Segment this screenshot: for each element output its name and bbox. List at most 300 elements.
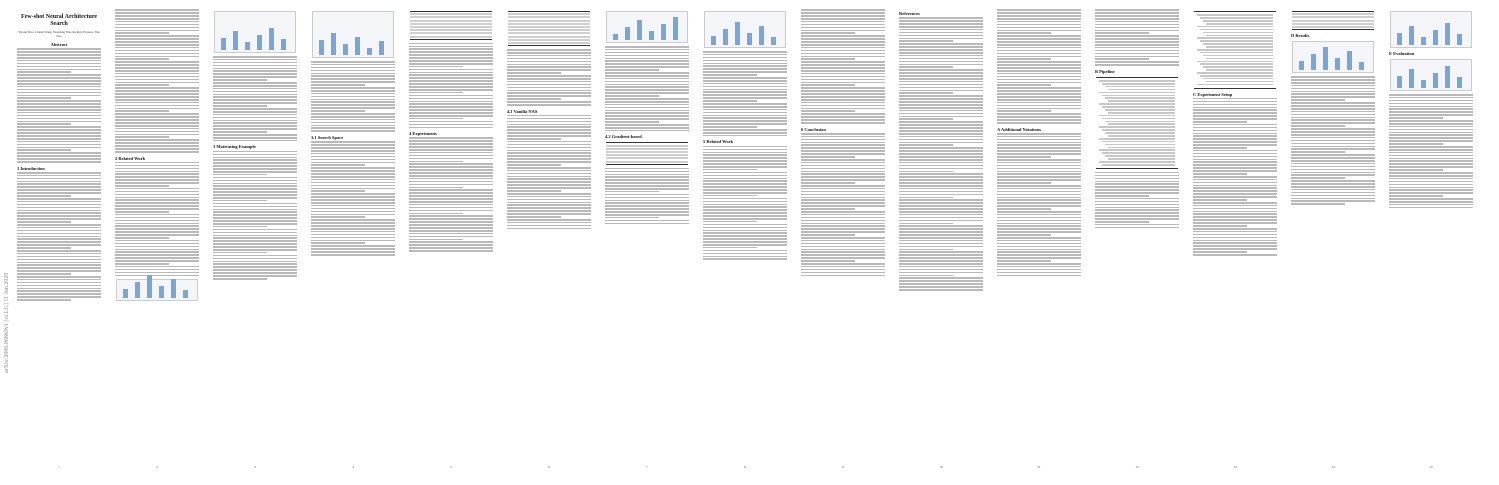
text-line xyxy=(801,50,885,52)
text-line xyxy=(1389,129,1473,131)
text-line xyxy=(997,147,1081,149)
figure-mark xyxy=(171,279,176,298)
text-line xyxy=(605,84,689,86)
text-line xyxy=(115,191,199,193)
text-line xyxy=(115,139,199,141)
text-line xyxy=(605,205,689,207)
text-line xyxy=(899,159,983,161)
text-line xyxy=(17,270,101,272)
text-line xyxy=(801,64,885,66)
text-line xyxy=(1193,147,1247,149)
text-line xyxy=(703,115,787,117)
text-line xyxy=(899,283,983,285)
text-line xyxy=(703,189,787,191)
text-line xyxy=(605,214,689,216)
text-line xyxy=(801,272,885,274)
text-line xyxy=(899,136,983,138)
text-line xyxy=(409,57,493,59)
text-line xyxy=(311,141,395,143)
text-line xyxy=(801,269,885,271)
text-line xyxy=(115,50,199,52)
figure-mark xyxy=(343,44,348,55)
text-line xyxy=(997,58,1051,60)
text-line xyxy=(17,97,71,99)
figure-mark xyxy=(221,38,226,50)
text-line xyxy=(703,258,787,260)
figure xyxy=(312,11,394,58)
text-line xyxy=(997,113,1081,115)
text-line xyxy=(899,98,983,100)
text-line xyxy=(1193,150,1277,152)
figure xyxy=(116,279,198,301)
text-line xyxy=(801,231,885,233)
text-line xyxy=(899,69,983,71)
text-line xyxy=(703,221,757,223)
text-line xyxy=(801,249,885,251)
text-line xyxy=(213,137,297,139)
text-line xyxy=(899,58,983,60)
text-line xyxy=(997,159,1081,161)
text-line xyxy=(115,237,169,239)
text-line xyxy=(17,112,101,114)
figure-mark xyxy=(735,22,740,45)
text-line xyxy=(801,35,885,37)
text-line xyxy=(115,205,199,207)
algorithm-line xyxy=(1102,118,1175,120)
text-line xyxy=(409,241,493,243)
text-line xyxy=(801,188,885,190)
text-line xyxy=(1193,228,1277,230)
text-line xyxy=(507,225,591,227)
text-line xyxy=(801,102,885,104)
text-line xyxy=(115,145,199,147)
text-line xyxy=(17,172,101,174)
text-line xyxy=(17,279,101,281)
text-line xyxy=(605,63,689,65)
text-line xyxy=(17,288,101,290)
text-line xyxy=(997,70,1081,72)
text-line xyxy=(311,147,395,149)
table-row xyxy=(410,20,492,22)
text-line xyxy=(605,55,689,57)
figure-mark xyxy=(625,27,630,40)
text-line xyxy=(409,103,493,105)
figure-mark xyxy=(1409,26,1414,45)
text-line xyxy=(507,81,591,83)
text-line xyxy=(409,101,493,103)
text-line xyxy=(213,165,297,167)
text-line xyxy=(703,253,787,255)
figure-mark xyxy=(1335,58,1340,70)
text-line xyxy=(899,257,983,259)
text-line xyxy=(997,15,1081,17)
figure-mark xyxy=(1299,61,1304,70)
document-page xyxy=(896,8,986,473)
text-line xyxy=(605,98,689,100)
text-line xyxy=(409,152,493,154)
text-line xyxy=(311,150,395,152)
text-line xyxy=(507,144,591,146)
text-line xyxy=(507,124,591,126)
text-line xyxy=(801,133,885,135)
text-line xyxy=(507,164,561,166)
text-line xyxy=(1291,125,1345,127)
text-line xyxy=(409,166,493,168)
figure-mark xyxy=(747,33,752,45)
text-line xyxy=(801,199,885,201)
text-line xyxy=(1389,152,1473,154)
text-line xyxy=(115,202,199,204)
text-line xyxy=(1291,122,1375,124)
text-line xyxy=(507,55,591,57)
text-line xyxy=(1193,179,1277,181)
text-line xyxy=(997,18,1081,20)
text-line xyxy=(899,17,983,19)
text-line xyxy=(17,129,101,131)
text-line xyxy=(311,75,395,77)
text-line xyxy=(605,58,689,60)
text-line xyxy=(311,179,395,181)
text-line xyxy=(899,179,983,181)
text-line xyxy=(1291,111,1375,113)
text-line xyxy=(605,78,689,80)
table-row xyxy=(508,29,590,31)
text-line xyxy=(1193,118,1277,120)
text-line xyxy=(1095,189,1179,191)
text-line xyxy=(213,235,297,237)
figure-mark xyxy=(135,282,140,298)
text-line xyxy=(899,118,953,120)
text-line xyxy=(213,246,297,248)
text-line xyxy=(1095,38,1179,40)
page-number: 1 xyxy=(58,465,60,469)
text-line xyxy=(507,150,591,152)
text-line xyxy=(507,178,591,180)
text-line xyxy=(1291,151,1345,153)
text-line xyxy=(997,191,1081,193)
text-line xyxy=(311,119,395,121)
text-line xyxy=(311,173,395,175)
text-line xyxy=(115,125,199,127)
algorithm-line xyxy=(1102,129,1175,131)
section-heading: 1 Introduction xyxy=(17,165,45,171)
text-line xyxy=(997,249,1081,251)
text-line xyxy=(17,204,101,206)
algorithm-line xyxy=(1099,92,1175,94)
text-line xyxy=(507,204,591,206)
text-line xyxy=(899,176,983,178)
text-line xyxy=(507,104,591,106)
text-line xyxy=(409,172,493,174)
text-line xyxy=(115,24,199,26)
text-line xyxy=(311,185,395,187)
text-line xyxy=(409,233,493,235)
text-line xyxy=(1193,101,1277,103)
text-line xyxy=(801,122,885,124)
text-line xyxy=(409,201,493,203)
text-line xyxy=(115,53,199,55)
table-row xyxy=(508,36,590,38)
text-line xyxy=(605,86,689,88)
text-line xyxy=(507,135,591,137)
text-line xyxy=(997,179,1081,181)
text-line xyxy=(801,56,885,58)
text-line xyxy=(997,237,1081,239)
text-line xyxy=(899,231,983,233)
text-line xyxy=(899,133,983,135)
text-line xyxy=(17,264,101,266)
algorithm-line xyxy=(1102,106,1175,108)
table-row xyxy=(606,148,688,150)
text-line xyxy=(17,178,101,180)
text-line xyxy=(997,38,1081,40)
text-line xyxy=(213,68,297,70)
text-line xyxy=(213,185,297,187)
text-line xyxy=(703,256,787,258)
text-line xyxy=(1291,91,1375,93)
text-line xyxy=(311,144,395,146)
text-line xyxy=(17,195,71,197)
text-line xyxy=(213,168,297,170)
text-line xyxy=(605,168,689,170)
figure-mark xyxy=(723,29,728,45)
text-line xyxy=(899,185,983,187)
text-line xyxy=(899,225,983,227)
text-line xyxy=(1389,178,1473,180)
text-line xyxy=(409,109,493,111)
text-line xyxy=(1291,154,1375,156)
text-line xyxy=(703,166,787,168)
text-line xyxy=(213,211,297,213)
text-line xyxy=(899,246,983,248)
text-line xyxy=(115,73,199,75)
text-line xyxy=(899,269,983,271)
text-line xyxy=(115,76,199,78)
text-line xyxy=(409,187,463,189)
text-line xyxy=(997,234,1051,236)
text-line xyxy=(899,113,983,115)
text-line xyxy=(115,67,199,69)
text-line xyxy=(1193,216,1277,218)
text-line xyxy=(1095,195,1149,197)
text-line xyxy=(409,236,493,238)
text-line xyxy=(311,188,395,190)
section-heading: E Evaluation xyxy=(1389,51,1415,56)
page-number: 10 xyxy=(939,465,943,469)
text-line xyxy=(703,146,787,148)
text-line xyxy=(17,183,101,185)
text-line xyxy=(1291,174,1375,176)
text-line xyxy=(997,202,1081,204)
figure-mark xyxy=(1397,33,1402,45)
text-line xyxy=(17,149,71,151)
text-line xyxy=(115,15,199,17)
text-line xyxy=(115,64,199,66)
text-line xyxy=(899,26,983,28)
text-line xyxy=(1095,212,1179,214)
text-line xyxy=(997,133,1081,135)
text-line xyxy=(17,256,101,258)
text-line xyxy=(213,56,297,58)
text-line xyxy=(1291,85,1375,87)
text-line xyxy=(997,188,1081,190)
figure xyxy=(606,11,688,43)
figure-mark xyxy=(1457,34,1462,45)
text-line xyxy=(1095,35,1179,37)
text-line xyxy=(115,18,199,20)
text-line xyxy=(801,208,855,210)
figure-mark xyxy=(1409,69,1414,88)
figure-mark xyxy=(159,286,164,298)
text-line xyxy=(801,73,885,75)
text-line xyxy=(899,223,953,225)
text-line xyxy=(311,64,395,66)
text-line xyxy=(997,228,1081,230)
text-line xyxy=(311,211,395,213)
text-line xyxy=(115,12,199,14)
text-line xyxy=(17,86,101,88)
text-line xyxy=(1193,164,1277,166)
text-line xyxy=(1095,181,1179,183)
text-line xyxy=(899,217,983,219)
algorithm-line xyxy=(1105,109,1175,111)
text-line xyxy=(115,243,199,245)
text-line xyxy=(507,207,591,209)
text-line xyxy=(213,229,297,231)
text-line xyxy=(899,127,983,129)
text-line xyxy=(17,60,101,62)
text-line xyxy=(507,75,591,77)
text-line xyxy=(899,92,953,94)
text-line xyxy=(1291,108,1375,110)
text-line xyxy=(899,81,983,83)
table-row xyxy=(508,23,590,25)
text-line xyxy=(899,156,983,158)
text-line xyxy=(311,93,395,95)
figure-mark xyxy=(1445,23,1450,45)
text-line xyxy=(703,218,787,220)
text-line xyxy=(801,217,885,219)
text-line xyxy=(801,220,885,222)
text-line xyxy=(409,118,463,120)
text-line xyxy=(997,185,1081,187)
text-line xyxy=(1193,193,1277,195)
text-line xyxy=(997,87,1081,89)
figure xyxy=(1390,59,1472,91)
algorithm-line xyxy=(1197,26,1273,28)
text-line xyxy=(409,127,493,129)
text-line xyxy=(1095,47,1179,49)
text-line xyxy=(311,113,395,115)
text-line xyxy=(409,163,493,165)
text-line xyxy=(801,266,885,268)
text-line xyxy=(115,228,199,230)
text-line xyxy=(311,127,395,129)
text-line xyxy=(997,96,1081,98)
text-line xyxy=(507,138,561,140)
text-line xyxy=(1291,166,1375,168)
text-line xyxy=(115,185,169,187)
text-line xyxy=(311,61,395,63)
text-line xyxy=(605,49,689,51)
table-row xyxy=(508,42,590,44)
figure-mark xyxy=(233,31,238,50)
text-line xyxy=(311,162,395,164)
text-line xyxy=(409,74,493,76)
text-line xyxy=(17,189,101,191)
text-line xyxy=(507,132,591,134)
figure-mark xyxy=(245,42,250,50)
text-line xyxy=(1193,225,1247,227)
text-line xyxy=(17,135,101,137)
text-line xyxy=(703,195,757,197)
text-line xyxy=(17,238,101,240)
text-line xyxy=(801,237,885,239)
text-line xyxy=(1193,133,1277,135)
text-line xyxy=(17,221,71,223)
text-line xyxy=(997,260,1051,262)
text-line xyxy=(213,59,297,61)
text-line xyxy=(801,173,885,175)
text-line xyxy=(997,272,1081,274)
text-line xyxy=(605,200,689,202)
text-line xyxy=(605,171,689,173)
text-line xyxy=(899,75,983,77)
text-line xyxy=(899,147,983,149)
text-line xyxy=(17,267,101,269)
text-line xyxy=(899,95,983,97)
text-line xyxy=(1193,135,1277,137)
text-line xyxy=(801,41,885,43)
text-line xyxy=(1095,41,1179,43)
text-line xyxy=(213,114,297,116)
algorithm-line xyxy=(1206,81,1273,83)
figure-mark xyxy=(1433,30,1438,45)
text-line xyxy=(899,35,983,37)
text-line xyxy=(703,186,787,188)
text-line xyxy=(115,197,199,199)
algorithm-line xyxy=(1105,121,1175,123)
text-line xyxy=(899,237,983,239)
text-line xyxy=(703,129,787,131)
text-line xyxy=(801,243,885,245)
text-line xyxy=(507,216,561,218)
text-line xyxy=(311,167,395,169)
text-line xyxy=(1291,117,1375,119)
text-line xyxy=(997,173,1081,175)
text-line xyxy=(409,189,493,191)
text-line xyxy=(801,214,885,216)
text-line xyxy=(801,18,885,20)
text-line xyxy=(1193,240,1277,242)
text-line xyxy=(17,244,101,246)
text-line xyxy=(311,110,365,112)
text-line xyxy=(115,182,199,184)
text-line xyxy=(703,204,787,206)
text-line xyxy=(1291,140,1375,142)
text-line xyxy=(1193,205,1277,207)
text-line xyxy=(17,230,101,232)
text-line xyxy=(115,240,199,242)
text-line xyxy=(1095,192,1179,194)
figure-mark xyxy=(661,24,666,40)
text-line xyxy=(703,206,787,208)
text-line xyxy=(311,159,395,161)
text-line xyxy=(703,112,787,114)
text-line xyxy=(507,196,591,198)
text-line xyxy=(311,84,365,86)
text-line xyxy=(703,244,787,246)
